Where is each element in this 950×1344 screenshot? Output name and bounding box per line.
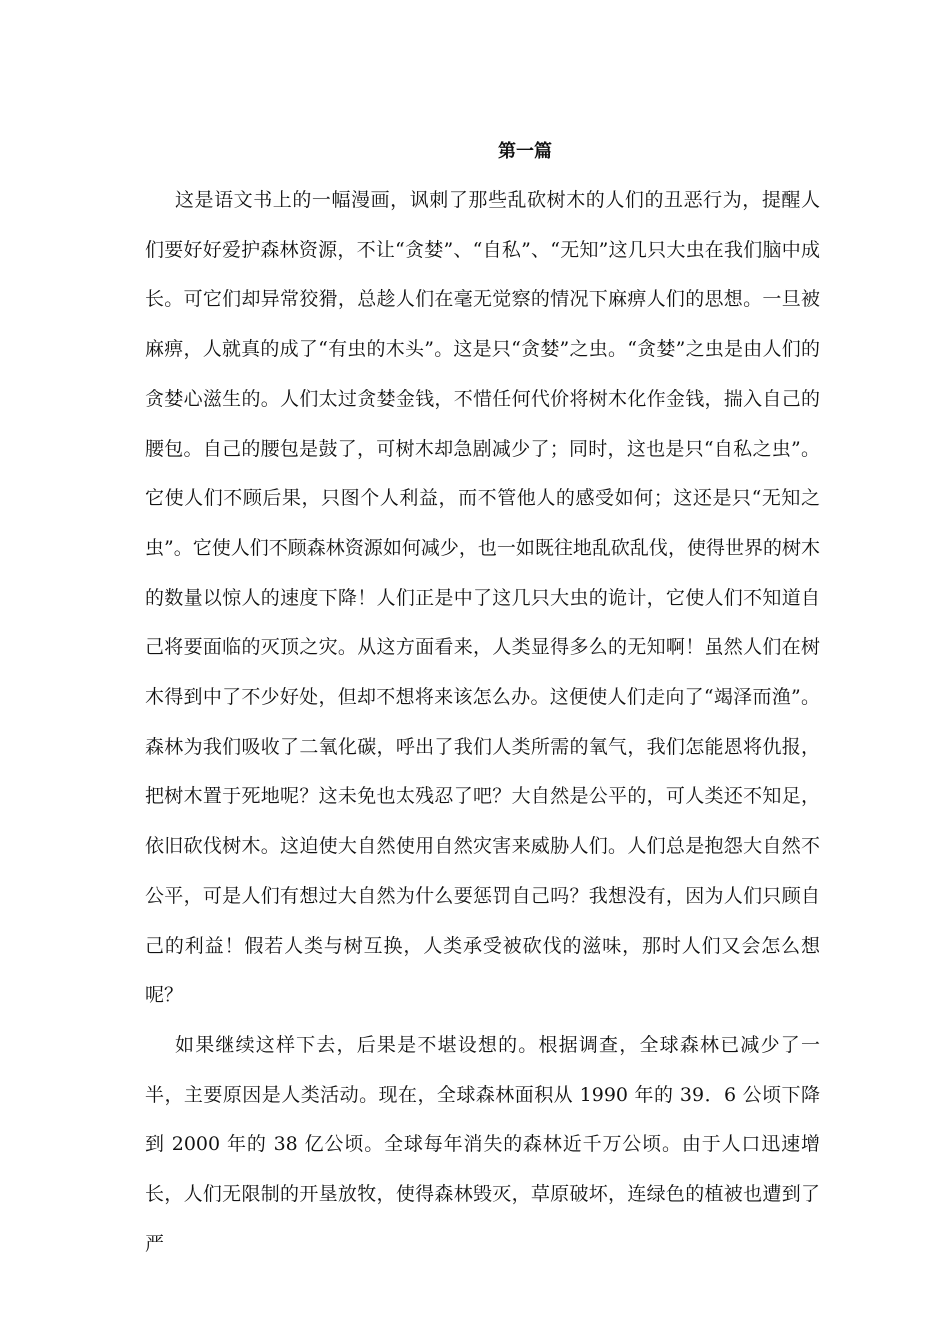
document-page <box>145 137 820 1269</box>
paragraph-2: 如果继续这样下去，后果是不堪设想的。根据调查，全球森林已减少了一半，主要原因是人类活动。现在，全球森林面积从 1990 年的 39．6 公顷下降到 2000 年的 38 亿公顷。全球每年消失的森林近千万公顷。由于人口迅速增长，人们无限制的开垦放牧，使得森林毁灭，草原破坏，连绿色的植被也遭到了严 <box>145 1033 820 1255</box>
paragraph-1: 这是语文书上的一幅漫画，讽刺了那些乱砍树木的人们的丑恶行为，提醒人们要好好爱护森林资源，不让“贪婪”、“自私”、“无知”这几只大虫在我们脑中成长。可它们却异常狡猾，总趁人们在毫无觉察的情况下麻痹人们的思想。一旦被麻痹，人就真的成了“有虫的木头”。这是只“贪婪”之虫。“贪婪”之虫是由人们的贪婪心滋生的。人们太过贪婪金钱，不惜任何代价将树木化作金钱，揣入自己的腰包。自己的腰包是鼓了，可树木却急剧减少了；同时，这也是只“自私之虫”。它使人们不顾后果，只图个人利益，而不管他人的感受如何；这还是只“无知之虫”。它使人们不顾森林资源如何减少，也一如既往地乱砍乱伐，使得世界的树木的数量以惊人的速度下降！人们正是中了这几只大虫的诡计，它使人们不知道自己将要面临的灭顶之灾。从这方面看来，人类显得多么的无知啊！虽然人们在树木得到中了不少好处，但却不想将来该怎么办。这便使人们走向了“竭泽而渔”。森林为我们吸收了二氧化碳，呼出了我们人类所需的氧气，我们怎能恩将仇报，把树木置于死地呢？这未免也太残忍了吧？大自然是公平的，可人类还不知足，依旧砍伐树木。这迫使大自然使用自然灾害来威胁人们。人们总是抱怨大自然不公平，可是人们有想过大自然为什么要惩罚自己吗？我想没有，因为人们只顾自己的利益！假若人类与树互换，人类承受被砍伐的滋味，那时人们又会怎么想呢？ <box>145 189 820 1007</box>
document-title: 第一篇 <box>498 141 552 162</box>
